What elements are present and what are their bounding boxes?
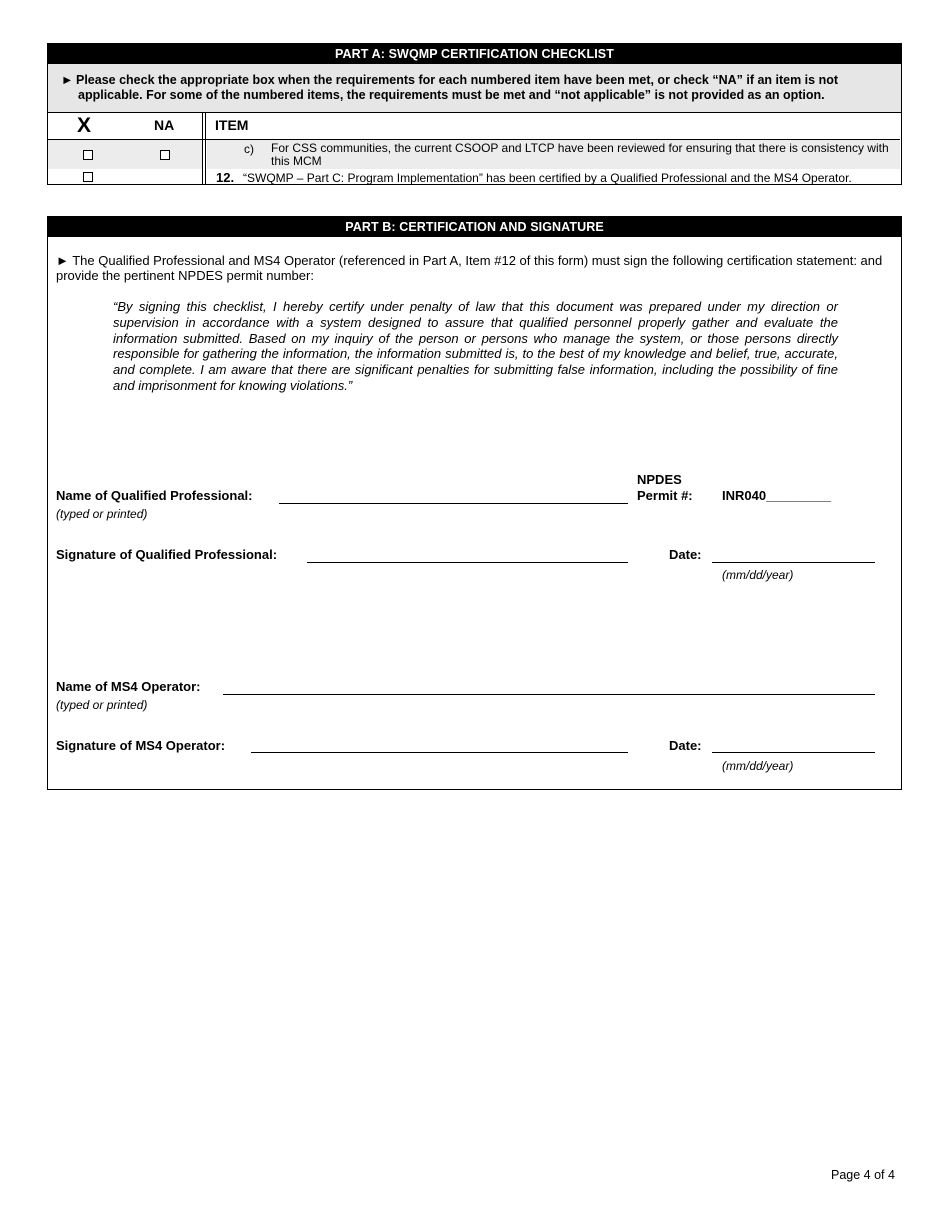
- instruction-line-2: applicable. For some of the numbered items, the requirements must be met and “not applicable” is not provided as an option.: [78, 88, 825, 102]
- ms4-date-note: (mm/dd/year): [722, 759, 794, 773]
- permit-number-field[interactable]: INR040_________: [722, 488, 832, 503]
- checklist-header-row: [48, 113, 900, 140]
- row-shade: [48, 140, 202, 169]
- row-c-text: For CSS communities, the current CSOOP and LTCP have been reviewed for ensuring that there is consistency with this MCM: [271, 141, 889, 168]
- instruction-line-1: Please check the appropriate box when the requirements for each numbered item have been met, or check “NA” if an item is not: [76, 73, 839, 87]
- column-divider: [202, 113, 206, 185]
- column-header-na: NA: [154, 117, 175, 133]
- part-a-title: PART A: SWQMP CERTIFICATION CHECKLIST: [48, 44, 901, 64]
- part-a-checklist: [47, 43, 902, 185]
- ms4-signature-field[interactable]: [251, 752, 628, 753]
- ms4-name-note: (typed or printed): [56, 698, 148, 712]
- qp-name-field[interactable]: [279, 503, 628, 504]
- part-b-intro: ► The Qualified Professional and MS4 Operator (referenced in Part A, Item #12 of this form) must sign the following certification statement: and provide the pertinent NPDES permit number:: [56, 253, 883, 283]
- permit-label: Permit #:: [637, 488, 693, 503]
- qp-signature-field[interactable]: [307, 562, 628, 563]
- row-c-met-checkbox[interactable]: [83, 150, 93, 160]
- part-a-instructions: [48, 64, 901, 113]
- row-12-text: “SWQMP – Part C: Program Implementation” has been certified by a Qualified Professional and the MS4 Operator.: [243, 171, 852, 185]
- qp-signature-label: Signature of Qualified Professional:: [56, 547, 278, 562]
- ms4-date-field[interactable]: [712, 752, 875, 753]
- ms4-date-label: Date:: [669, 738, 702, 753]
- qp-date-label: Date:: [669, 547, 702, 562]
- part-b-title: PART B: CERTIFICATION AND SIGNATURE: [48, 217, 901, 237]
- row-12-label: 12.: [216, 170, 235, 185]
- ms4-name-label: Name of MS4 Operator:: [56, 679, 201, 694]
- qp-date-note: (mm/dd/year): [722, 568, 794, 582]
- ms4-name-field[interactable]: [223, 694, 875, 695]
- row-12-met-checkbox[interactable]: [83, 172, 93, 182]
- part-b-certification: [47, 216, 902, 790]
- qp-name-note: (typed or printed): [56, 507, 148, 521]
- npdes-label: NPDES: [637, 472, 682, 487]
- page-number: Page 4 of 4: [831, 1168, 895, 1182]
- arrow-icon: ►: [61, 73, 74, 87]
- qp-name-label: Name of Qualified Professional:: [56, 488, 253, 503]
- column-header-item: ITEM: [215, 117, 249, 133]
- row-c-na-checkbox[interactable]: [160, 150, 170, 160]
- ms4-signature-label: Signature of MS4 Operator:: [56, 738, 226, 753]
- row-c-label: c): [244, 142, 254, 156]
- column-header-x: X: [77, 114, 92, 137]
- checklist-row-c: [48, 140, 900, 169]
- checklist-row-12: [48, 169, 900, 185]
- certification-statement: “By signing this checklist, I hereby certify under penalty of law that this document was prepared under my direction or supervision in accordance with a system designed to assure that qualified personnel properly gather and evaluate the information submitted. Based on my inquiry of the person or persons who manage the system, or those persons directly responsible for gathering the information, the information submitted is, to the best of my knowledge and belief, true, accurate, and complete. I am aware that there are significant penalties for submitting false information, including the possibility of fine and imprisonment for knowing violations.”: [113, 299, 838, 393]
- qp-date-field[interactable]: [712, 562, 875, 563]
